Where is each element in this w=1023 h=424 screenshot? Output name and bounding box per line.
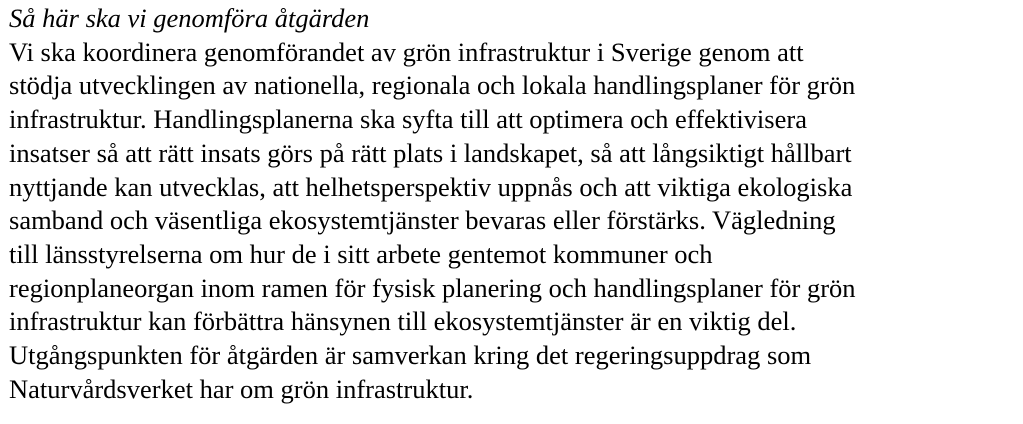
paragraph-line: Naturvårdsverket har om grön infrastruktur. (9, 373, 474, 404)
paragraph-line: regionplaneorgan inom ramen för fysisk planering och handlingsplaner för grön (9, 272, 856, 303)
body-paragraph (9, 36, 1009, 407)
paragraph-line: Vi ska koordinera genomförandet av grön infrastruktur i Sverige genom att (9, 36, 804, 67)
section-heading: Så här ska vi genomföra åtgärden (9, 3, 370, 33)
paragraph-line: insatser så att rätt insats görs på rätt plats i landskapet, så att långsiktigt hållbart (9, 137, 852, 168)
paragraph-line: stödja utvecklingen av nationella, regionala och lokala handlingsplaner för grön (9, 70, 856, 101)
paragraph-line: nyttjande kan utvecklas, att helhetsperspektiv uppnås och att viktiga ekologiska (9, 171, 853, 202)
paragraph-line: Utgångspunkten för åtgärden är samverkan kring det regeringsuppdrag som (9, 340, 812, 371)
paragraph-line: infrastruktur. Handlingsplanerna ska syfta till att optimera och effektivisera (9, 104, 807, 135)
paragraph-line: samband och väsentliga ekosystemtjänster bevaras eller förstärks. Vägledning (9, 205, 836, 236)
paragraph-line: till länsstyrelserna om hur de i sitt arbete gentemot kommuner och (9, 238, 713, 269)
document-section (9, 2, 1009, 406)
paragraph-line: infrastruktur kan förbättra hänsynen till ekosystemtjänster är en viktig del. (9, 306, 797, 337)
